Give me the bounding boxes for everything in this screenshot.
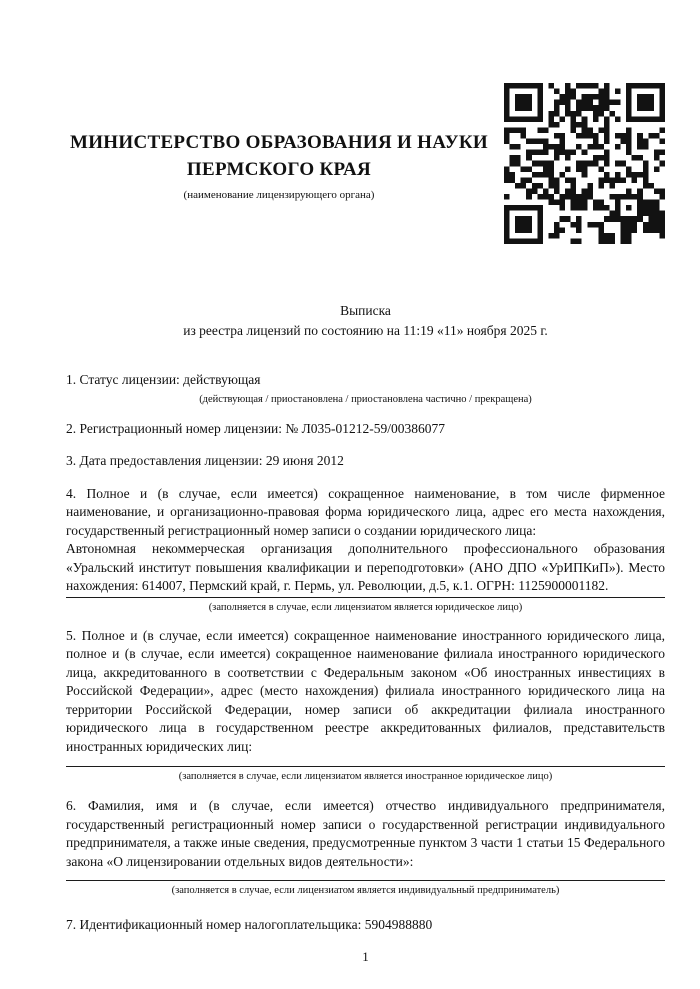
field-taxpayer-number-text: 7. Идентификационный номер налогоплательщика: 5904988880 [66,917,433,932]
blank-line-rule [66,597,665,598]
field-foreign-entity-text: 5. Полное и (в случае, если имеется) сокращенное наименование иностранного юридического лица, полное и (в случае, если имеется) сокращенное наименование филиала иностранного юридического лица, аккредитованного в соответствии с Федеральным законом «Об иностранных инвестициях в Российской Федерации», адрес (место нахождения) филиала иностранного юридического лица на территории Российской Федерации, номер записи об аккредитации филиала иностранного юридического лица в государственном реестре аккредитованных филиалов, представительств иностранных юридических лиц: [66,627,665,754]
field-entrepreneur [66,797,665,897]
field-entrepreneur-text: 6. Фамилия, имя и (в случае, если имеется) отчество индивидуального предпринимателя, государственный регистрационный номер записи о государственной регистрации индивидуального предпринимателя, а также иные сведения, предусмотренные пунктом 3 части 1 статьи 15 Федерального закона «О лицензировании отдельных видов деятельности»: [66,798,665,869]
field-registration-number-text: 2. Регистрационный номер лицензии: № Л035-01212-59/00386077 [66,420,446,436]
field-entrepreneur-caption: (заполняется в случае, если лицензиатом является индивидуальный предприниматель) [171,885,560,896]
field-license-status [66,371,665,406]
field-legal-entity-value: Автономная некоммерческая организация дополнительного профессионального образования «Уральский институт повышения квалификации и переподготовки» (АНО ДПО «УрИПКиП»). Место нахождения: 614007, Пермский край, г. Пермь, ул. Революции, д.5, к.1. ОГРН: 1125900001182. [66,541,665,593]
field-legal-entity-caption: (заполняется в случае, если лицензиатом является юридическое лицо) [208,601,523,613]
blank-line-rule [66,766,665,767]
blank-line-rule [66,880,665,881]
field-license-status-caption: (действующая / приостановлена / приостановлена частично / прекращена) [199,393,532,405]
page-number: 1 [362,948,369,964]
document-title-line2: из реестра лицензий по состоянию на 11:19 «11» ноября 2025 г. [183,323,548,338]
authority-name-line1: МИНИСТЕРСТВО ОБРАЗОВАНИЯ И НАУКИ [69,132,489,153]
qr-code-icon [504,83,665,244]
field-legal-entity-text: 4. Полное и (в случае, если имеется) сокращенное наименование, в том числе фирменное наименование, и организационно-правовая форма юридического лица, адрес его места нахождения, государственный регистрационный номер записи о создании юридического лица: [66,485,665,538]
field-taxpayer-number [66,916,665,935]
field-legal-entity [66,485,665,614]
field-foreign-entity [66,627,665,784]
field-license-status-text: 1. Статус лицензии: действующая [66,372,261,387]
authority-caption: (наименование лицензирующего органа) [183,189,375,201]
field-foreign-entity-caption: (заполняется в случае, если лицензиатом является иностранное юридическое лицо) [178,771,553,782]
licensing-authority [66,129,504,202]
document-title-line1: Выписка [340,303,391,318]
authority-name-line2: ПЕРМСКОГО КРАЯ [186,159,372,180]
field-grant-date-text: 3. Дата предоставления лицензии: 29 июня 2012 [66,453,344,468]
document-title [66,301,665,341]
field-grant-date [66,452,665,471]
field-registration-number [66,420,665,439]
document-header [66,0,665,244]
